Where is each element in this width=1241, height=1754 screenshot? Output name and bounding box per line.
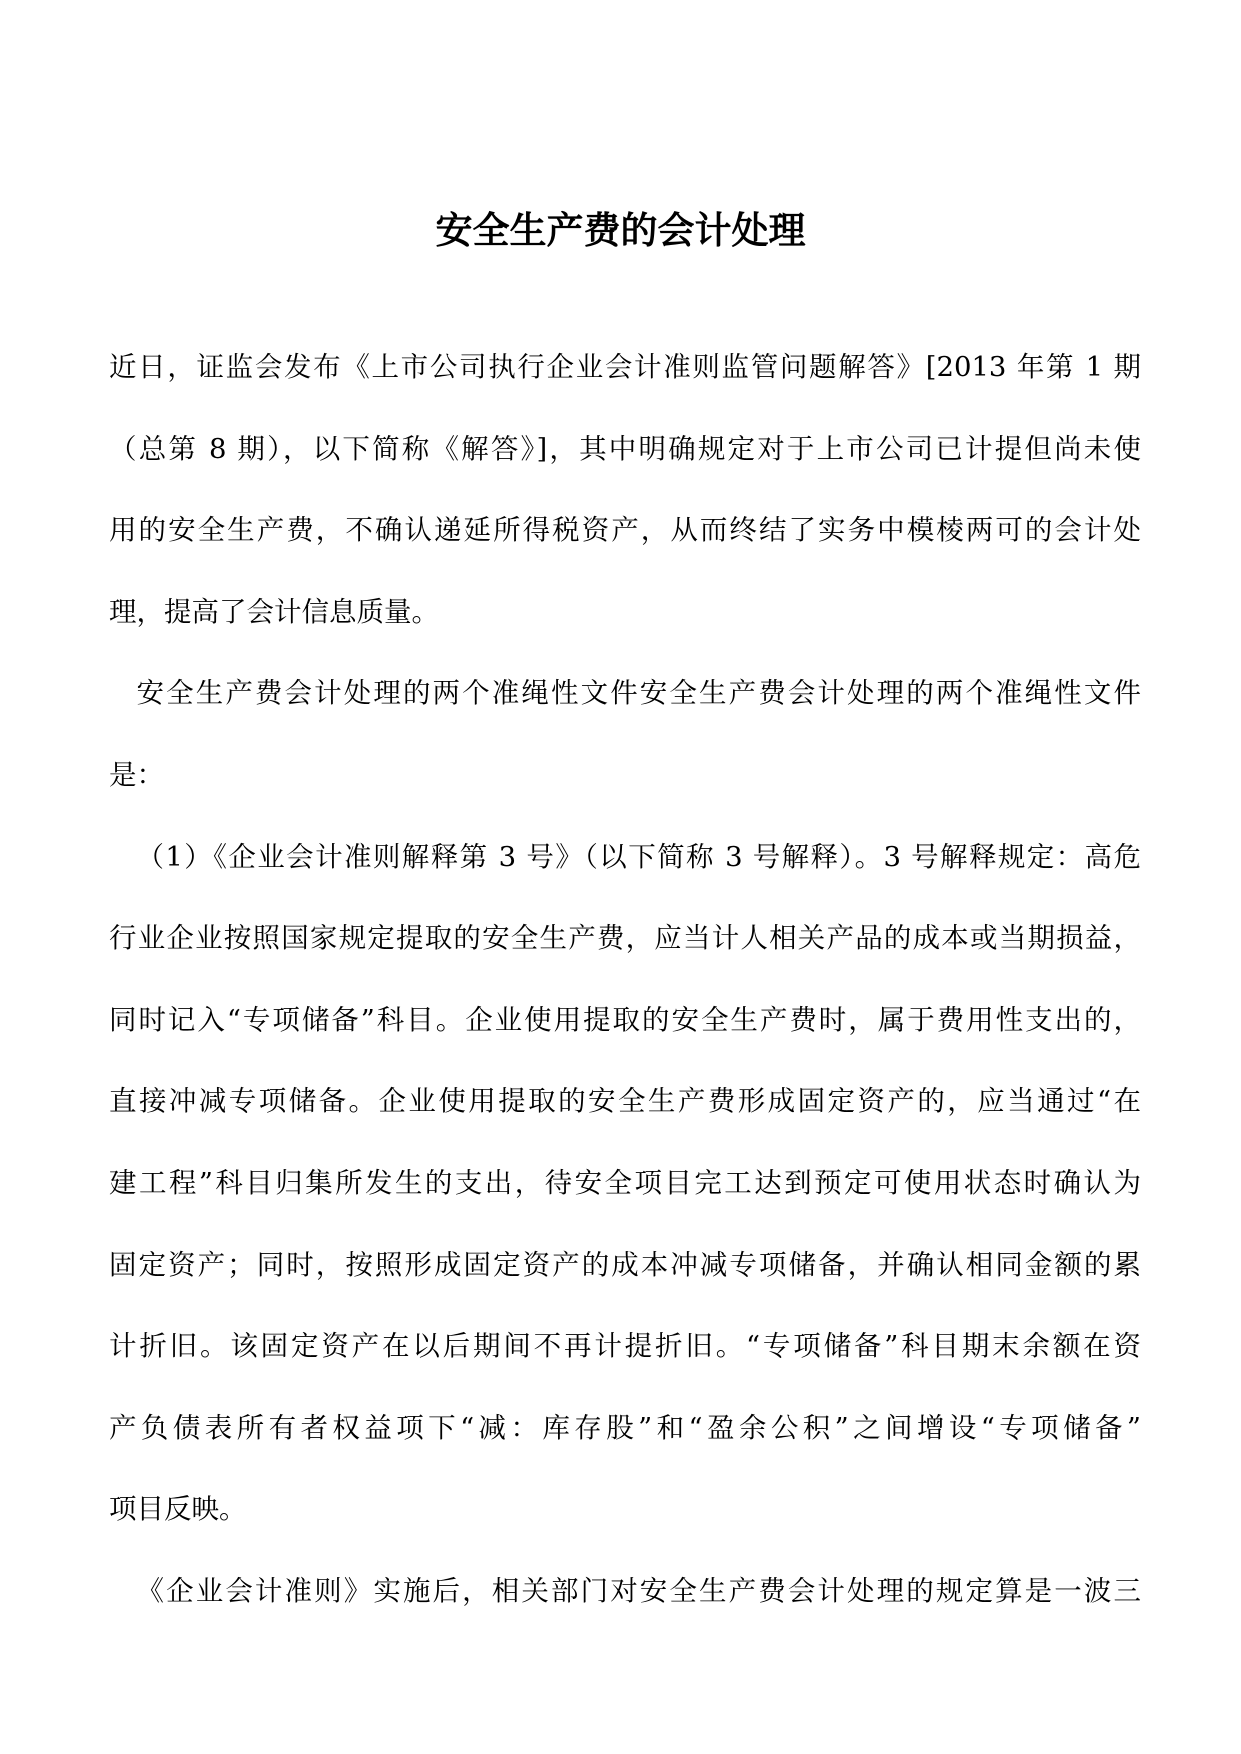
paragraph-line: （1）《企业会计准则解释第 3 号》（以下简称 3 号解释）。3 号解释规定：高危: [136, 840, 1141, 873]
paragraph-interpretation-3: [109, 817, 1141, 1551]
paragraph-line: 项目反映。: [109, 1493, 247, 1526]
paragraph-line: 计折旧。该固定资产在以后期间不再计提折旧。“专项储备”科目期末余额在资: [109, 1330, 1141, 1363]
paragraph-line: 同时记入“专项储备”科目。企业使用提取的安全生产费时，属于费用性支出的，: [109, 1003, 1141, 1036]
paragraph-line: 近日，证监会发布《上市公司执行企业会计准则监管问题解答》[2013 年第 1 期: [109, 351, 1141, 383]
paragraph-standards: [109, 1551, 1141, 1633]
paragraph-line: 《企业会计准则》实施后，相关部门对安全生产费会计处理的规定算是一波三: [136, 1574, 1141, 1607]
paragraph-intro: [109, 327, 1141, 653]
paragraph-line: 理，提高了会计信息质量。: [109, 595, 439, 628]
paragraph-line: 产负债表所有者权益项下“减：库存股”和“盈余公积”之间增设“专项储备”: [109, 1411, 1141, 1444]
paragraph-line: 安全生产费会计处理的两个准绳性文件安全生产费会计处理的两个准绳性文件: [136, 677, 1141, 710]
paragraph-line: 行业企业按照国家规定提取的安全生产费，应当计人相关产品的成本或当期损益，: [109, 922, 1141, 955]
paragraph-line: 用的安全生产费，不确认递延所得税资产，从而终结了实务中模棱两可的会计处: [109, 514, 1141, 547]
paragraph-documents: [109, 653, 1141, 816]
paragraph-line: 直接冲减专项储备。企业使用提取的安全生产费形成固定资产的，应当通过“在: [109, 1085, 1141, 1118]
paragraph-line: 固定资产；同时，按照形成固定资产的成本冲减专项储备，并确认相同金额的累: [109, 1248, 1141, 1281]
document-body: [109, 327, 1141, 1633]
document-title: 安全生产费的会计处理: [435, 207, 806, 252]
paragraph-line: 是：: [109, 758, 164, 791]
paragraph-line: （总第 8 期），以下简称《解答》]，其中明确规定对于上市公司已计提但尚未使: [109, 432, 1141, 465]
paragraph-line: 建工程”科目归集所发生的支出，待安全项目完工达到预定可使用状态时确认为: [109, 1166, 1141, 1199]
